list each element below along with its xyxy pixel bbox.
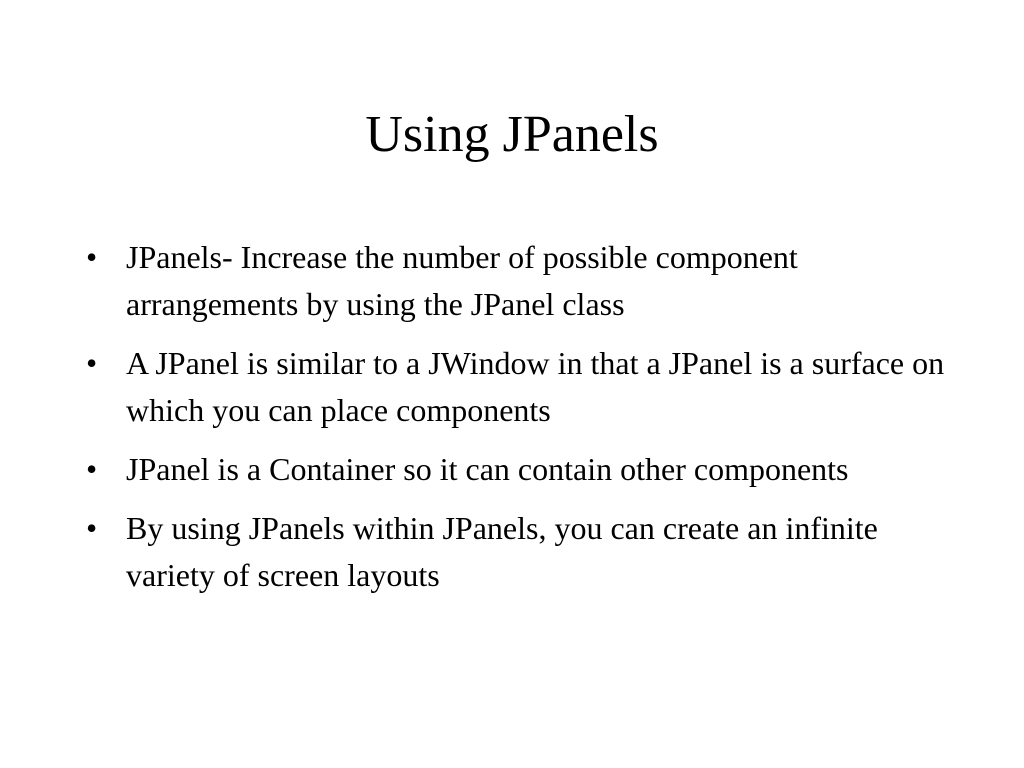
bullet-text: By using JPanels within JPanels, you can create an infinite variety of screen layouts: [126, 510, 878, 593]
bullet-item: [86, 234, 846, 328]
bullet-list: [86, 234, 966, 611]
bullet-marker: •: [86, 239, 98, 275]
bullet-item: [86, 505, 966, 599]
bullet-marker: •: [86, 510, 98, 546]
bullet-marker: •: [86, 451, 98, 487]
slide-title: Using JPanels: [365, 106, 659, 163]
bullet-marker: •: [86, 345, 98, 381]
bullet-item: [86, 340, 946, 434]
bullet-item: [86, 446, 896, 493]
bullet-text: A JPanel is similar to a JWindow in that a JPanel is a surface on which you can place components: [126, 345, 945, 428]
bullet-text: JPanels- Increase the number of possible component arrangements by using the JPanel class: [126, 239, 798, 322]
bullet-text: JPanel is a Container so it can contain other components: [126, 451, 849, 487]
